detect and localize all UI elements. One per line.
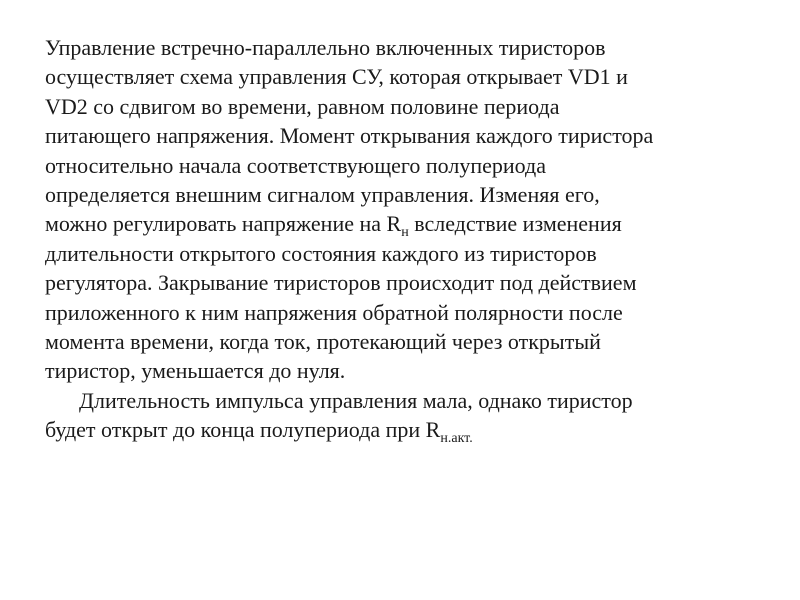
text-line: тиристор, уменьшается до нуля.	[45, 358, 346, 384]
text-line: питающего напряжения. Момент открывания каждого тиристора	[45, 123, 654, 149]
body-text	[45, 33, 785, 445]
text-segment: вследствие изменения	[408, 211, 622, 237]
text-line: определяется внешним сигналом управления. Изменяя его,	[45, 182, 600, 208]
text-segment: можно регулировать напряжение на R	[45, 211, 402, 237]
text-line-with-subscript	[45, 209, 785, 241]
text-line-with-subscript	[45, 415, 785, 447]
text-segment: будет открыт до конца полупериода при R	[45, 417, 441, 443]
text-line: VD2 со сдвигом во времени, равном половине периода	[45, 93, 560, 119]
subscript: н	[401, 225, 409, 241]
text-line: относительно начала соответствующего полупериода	[45, 152, 546, 178]
text-line: длительности открытого состояния каждого из тиристоров	[45, 240, 597, 266]
text-line: регулятора. Закрывание тиристоров происходит под действием	[45, 270, 637, 296]
text-line: Управление встречно-параллельно включенных тиристоров	[45, 35, 606, 60]
subscript: н.акт.	[440, 431, 473, 447]
text-line: Длительность импульса управления мала, однако тиристор	[79, 387, 633, 413]
text-line: момента времени, когда ток, протекающий через открытый	[45, 329, 601, 355]
text-line: приложенного к ним напряжения обратной полярности после	[45, 299, 623, 325]
text-line: осуществляет схема управления СУ, которая открывает VD1 и	[45, 64, 628, 90]
